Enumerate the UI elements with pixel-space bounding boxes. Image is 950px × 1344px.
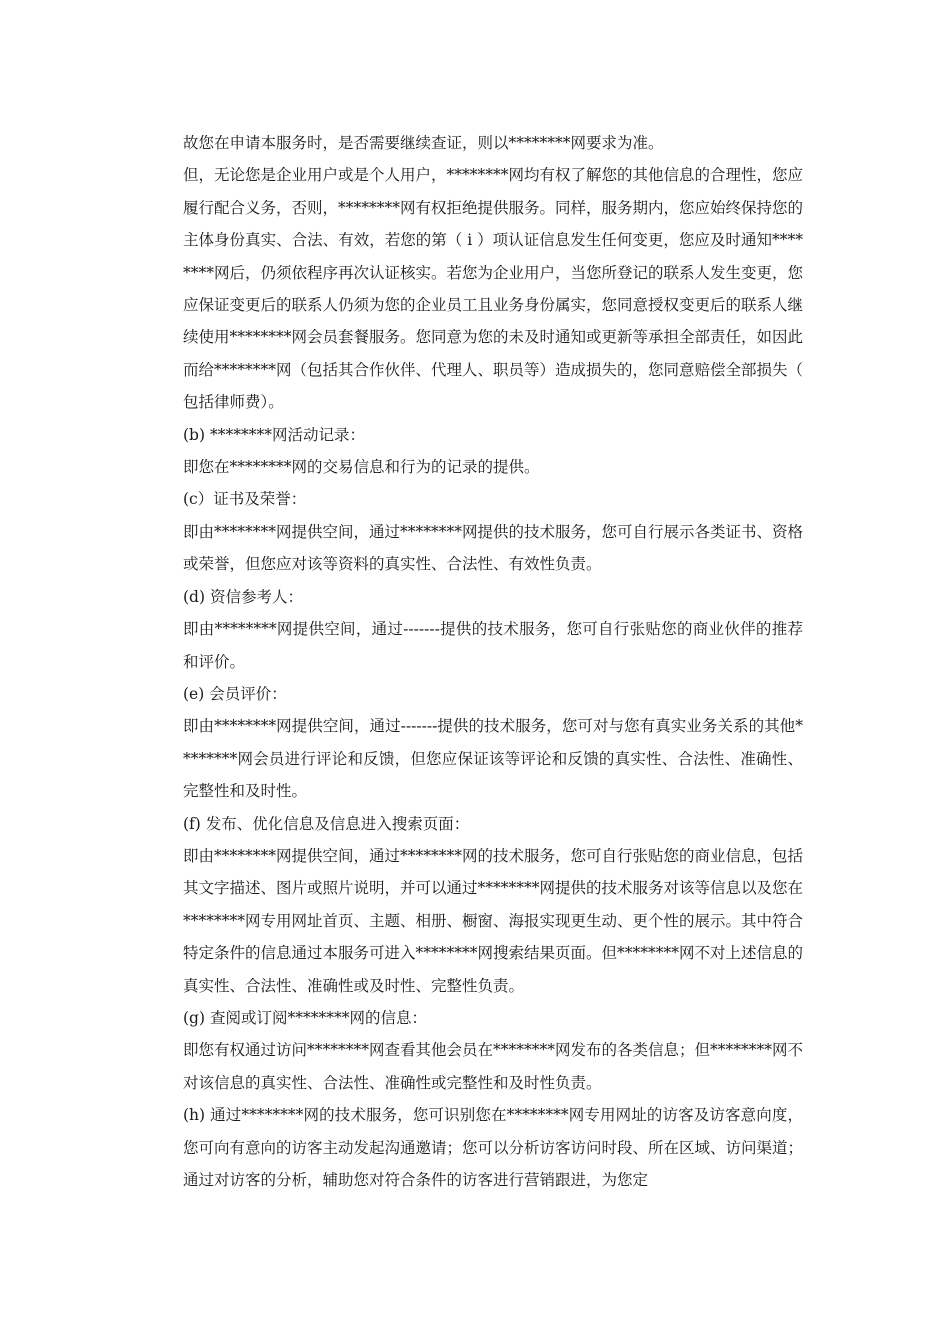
heading-publish-optimize: (f) 发布、优化信息及信息进入搜索页面：	[183, 814, 470, 833]
heading-member-review: (e) 会员评价：	[183, 684, 287, 703]
paragraph-browse-subscribe: 即您有权通过访问********网查看其他会员在********网发布的各类信息；但********网不对该信息的真实性、合法性、准确性或完整性和及时性负责。	[183, 1041, 804, 1092]
paragraph-user-obligations: 但，无论您是企业用户或是个人用户，********网均有权了解您的其他信息的合理性，您应履行配合义务，否则，********网有权拒绝提供服务。同样，服务期内，您应始终保持您的主体身份真实、合法、有效，若您的第（ i ）项认证信息发生任何变更，您应及时通知********网后，仍须依程序再次认证核实。若您为企业用户，当您所登记的联系人发生变更，您应保证变更后的联系人仍须为您的企业员工且业务身份属实，您同意授权变更后的联系人继续使用********网会员套餐服务。您同意为您的未及时通知或更新等承担全部责任，如因此而给********网（包括其合作伙伴、代理人、职员等）造成损失的，您同意赔偿全部损失（包括律师费）。	[183, 166, 804, 412]
paragraph-verification-note: 故您在申请本服务时，是否需要继续查证，则以********网要求为准。	[183, 134, 664, 152]
heading-certificates: (c）证书及荣誉：	[183, 490, 307, 509]
heading-browse-subscribe: (g) 查阅或订阅********网的信息：	[183, 1008, 427, 1027]
document-body	[183, 127, 803, 1196]
heading-credit-reference: (d) 资信参考人：	[183, 587, 303, 606]
paragraph-credit-reference: 即由********网提供空间，通过-------提供的技术服务，您可自行张贴您的商业伙伴的推荐和评价。	[183, 620, 803, 671]
paragraph-activity-record: 即您在********网的交易信息和行为的记录的提供。	[183, 458, 540, 477]
paragraph-certificates: 即由********网提供空间，通过********网提供的技术服务，您可自行展示各类证书、资格或荣誉，但您应对该等资料的真实性、合法性、有效性负责。	[183, 522, 804, 574]
paragraph-publish-optimize: 即由********网提供空间，通过********网的技术服务，您可自行张贴您的商业信息，包括其文字描述、图片或照片说明，并可以通过********网提供的技术服务对该等信息以及您在********网专用网址首页、主题、相册、橱窗、海报实现更生动、更个性的展示。其中符合特定条件的信息通过本服务可进入********网搜索结果页面。但********网不对上述信息的真实性、合法性、准确性或及时性、完整性负责。	[183, 846, 804, 995]
paragraph-visitor-analysis: (h) 通过********网的技术服务，您可识别您在********网专用网址的访客及访客意向度，您可向有意向的访客主动发起沟通邀请；您可以分析访客访问时段、所在区域、访问渠道；通过对访客的分析，辅助您对符合条件的访客进行营销跟进，为您定	[183, 1106, 804, 1189]
heading-activity-record: (b) ********网活动记录：	[183, 425, 365, 444]
paragraph-member-review: 即由********网提供空间，通过-------提供的技术服务，您可对与您有真实业务关系的其他********网会员进行评论和反馈，但您应保证该等评论和反馈的真实性、合法性、准确性、完整性和及时性。	[183, 717, 803, 801]
